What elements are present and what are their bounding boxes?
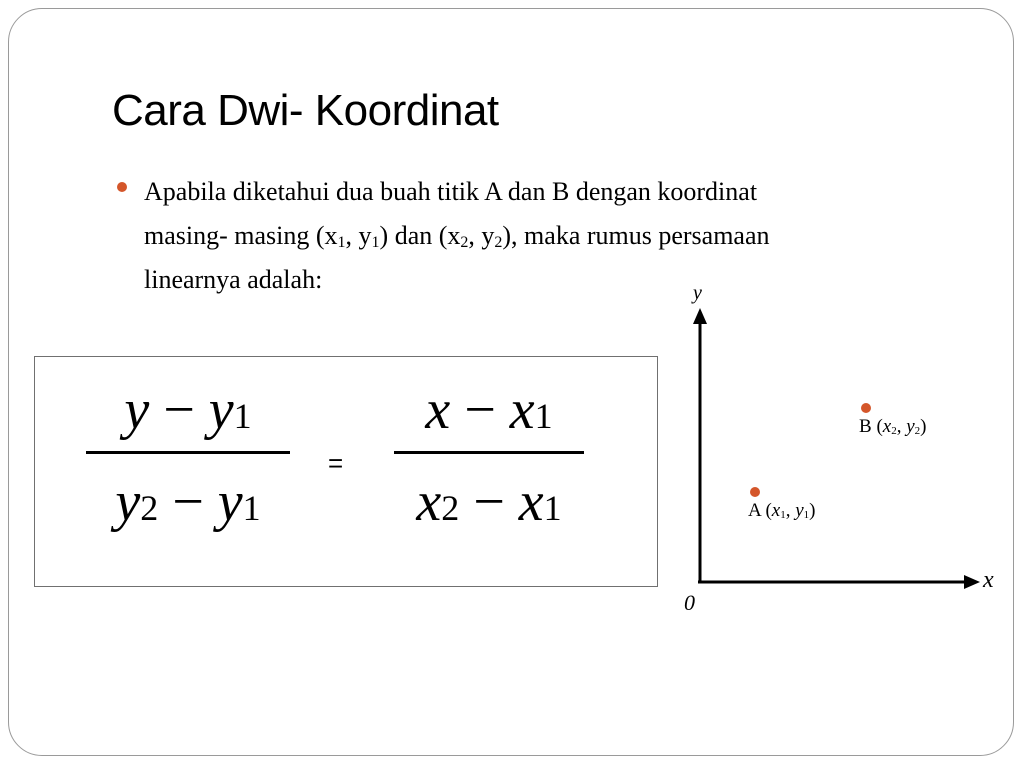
y-axis-arrow [693,308,707,324]
x-axis-label: x [983,567,994,593]
right-numerator: x − x1 [425,379,553,441]
point-a-label: A ($x_1$, $y_1$) [748,500,816,521]
right-fraction [394,378,584,558]
bullet-line-1: Apabila diketahui dua buah titik A dan B dengan koordinat [144,177,758,206]
point-b-label: B ($x_2$, $y_2$) [859,416,927,437]
slide-title: Cara Dwi- Koordinat [112,86,499,135]
left-numerator: y − y1 [124,379,252,441]
right-denominator: x2 − x1 [416,471,562,533]
coordinate-graph [670,280,990,610]
x-axis-arrow [964,575,980,589]
bullet-line-3: linearnya adalah: [144,265,323,294]
left-denominator: y2 − y1 [115,471,261,533]
equals-sign: = [328,448,344,478]
point-a [750,487,760,497]
y-axis-label: y [693,282,702,304]
point-b [861,403,871,413]
left-fraction-bar [86,451,290,454]
left-fraction [86,378,290,558]
origin-label: 0 [684,590,695,615]
bullet-marker [117,182,127,192]
bullet-line-2: masing- masing ($x_1$, $y_1$) dan ($x_2$, $y_2$), maka rumus persamaan [144,221,770,251]
right-fraction-bar [394,451,584,454]
